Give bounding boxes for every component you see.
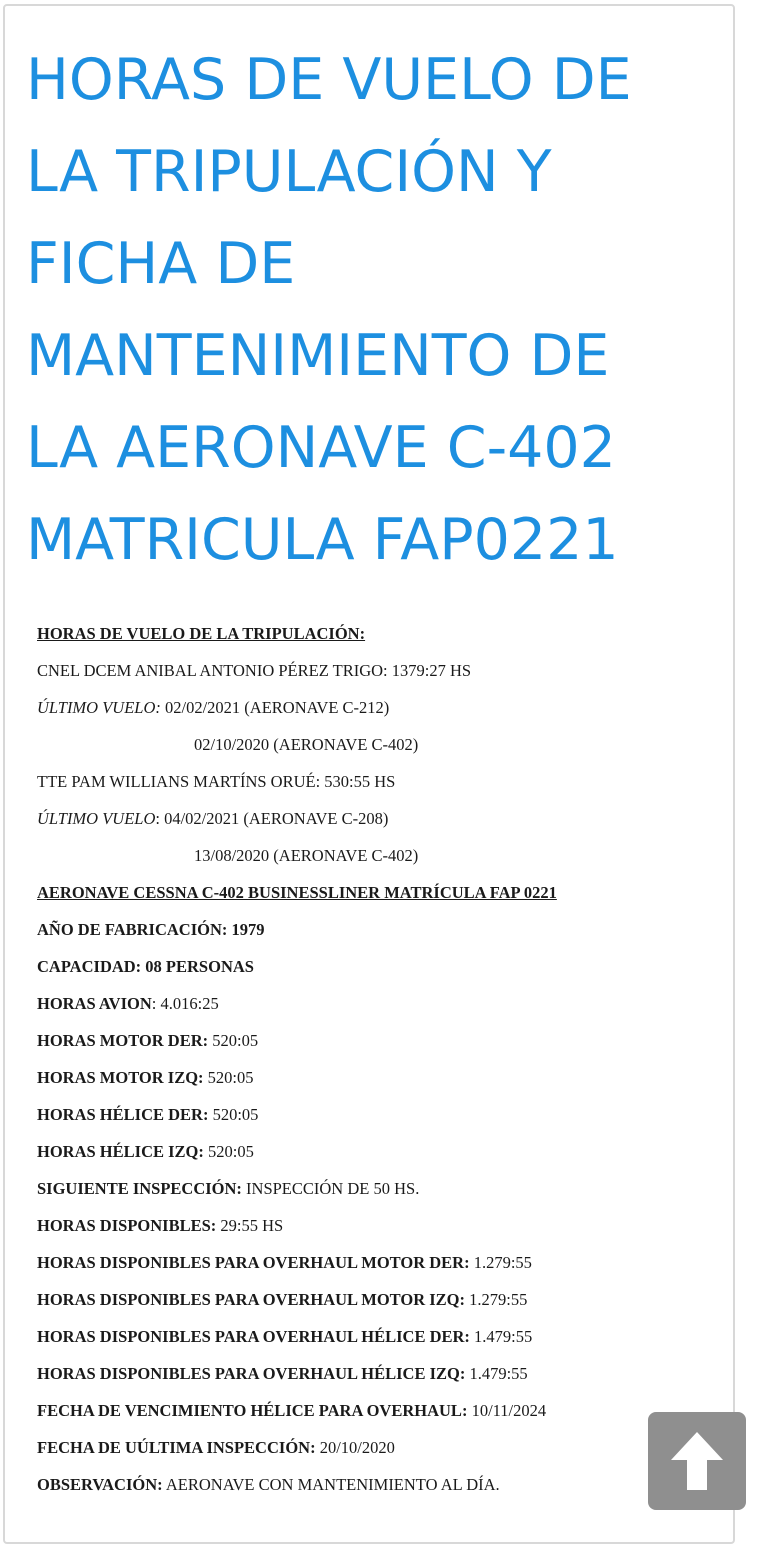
field-label: HORAS MOTOR IZQ: bbox=[37, 1068, 204, 1087]
last-flight-value: : 04/02/2021 (AERONAVE C-208) bbox=[155, 809, 389, 828]
field-value: 520:05 bbox=[203, 1068, 254, 1087]
aircraft-field bbox=[37, 1022, 727, 1059]
field-label: OBSERVACIÓN: bbox=[37, 1475, 163, 1494]
last-flight-label: ÚLTIMO VUELO bbox=[37, 809, 156, 828]
field-label: HORAS HÉLICE DER: bbox=[37, 1105, 209, 1124]
aircraft-field bbox=[37, 1355, 727, 1392]
title-line: MATRICULA FAP0221 bbox=[26, 507, 619, 573]
aircraft-field bbox=[37, 1281, 727, 1318]
aircraft-heading: AERONAVE CESSNA C-402 BUSINESSLINER MATRÍCULA FAP 0221 bbox=[37, 883, 557, 902]
field-label: FECHA DE VENCIMIENTO HÉLICE PARA OVERHAUL: bbox=[37, 1401, 468, 1420]
scroll-to-top-button[interactable] bbox=[648, 1412, 746, 1510]
field-label: AÑO DE FABRICACIÓN: 1979 bbox=[37, 920, 265, 939]
document-body bbox=[37, 615, 727, 1503]
field-label: HORAS DISPONIBLES PARA OVERHAUL MOTOR IZQ: bbox=[37, 1290, 466, 1309]
aircraft-field bbox=[37, 1133, 727, 1170]
field-label: HORAS DISPONIBLES PARA OVERHAUL HÉLICE DER: bbox=[37, 1327, 470, 1346]
pilot-2-hours: TTE PAM WILLIANS MARTÍNS ORUÉ: 530:55 HS bbox=[37, 772, 396, 791]
aircraft-field bbox=[37, 1429, 727, 1466]
title-line: HORAS DE VUELO DE bbox=[26, 47, 632, 113]
field-value: 10/11/2024 bbox=[467, 1401, 547, 1420]
field-value: 520:05 bbox=[203, 1142, 254, 1161]
aircraft-field bbox=[37, 1207, 727, 1244]
field-label: HORAS DISPONIBLES PARA OVERHAUL HÉLICE IZQ: bbox=[37, 1364, 466, 1383]
aircraft-field bbox=[37, 985, 727, 1022]
aircraft-field bbox=[37, 911, 727, 948]
aircraft-field bbox=[37, 1170, 727, 1207]
field-label: HORAS DISPONIBLES PARA OVERHAUL MOTOR DER: bbox=[37, 1253, 470, 1272]
aircraft-field bbox=[37, 1096, 727, 1133]
pilot-1-last-flight bbox=[37, 689, 727, 726]
title-line: LA AERONAVE C-402 bbox=[26, 415, 616, 481]
title-line: MANTENIMIENTO DE bbox=[26, 323, 610, 389]
field-value: 29:55 HS bbox=[216, 1216, 284, 1235]
aircraft-field bbox=[37, 1466, 727, 1503]
field-value: 520:05 bbox=[208, 1031, 259, 1050]
aircraft-field bbox=[37, 1392, 727, 1429]
field-label: HORAS MOTOR DER: bbox=[37, 1031, 209, 1050]
title-line: LA TRIPULACIÓN Y bbox=[26, 139, 552, 205]
field-label: HORAS AVION bbox=[37, 994, 152, 1013]
last-flight-label: ÚLTIMO VUELO: bbox=[37, 698, 161, 717]
arrow-up-icon bbox=[669, 1430, 725, 1492]
field-value: AERONAVE CON MANTENIMIENTO AL DÍA. bbox=[162, 1475, 500, 1494]
field-value: : 4.016:25 bbox=[151, 994, 219, 1013]
field-label: CAPACIDAD: 08 PERSONAS bbox=[37, 957, 254, 976]
aircraft-field bbox=[37, 1318, 727, 1355]
field-label: FECHA DE UÚLTIMA INSPECCIÓN: bbox=[37, 1438, 316, 1457]
aircraft-field bbox=[37, 948, 727, 985]
field-value: 1.479:55 bbox=[469, 1327, 533, 1346]
field-value: 1.279:55 bbox=[465, 1290, 528, 1309]
field-value: 520:05 bbox=[208, 1105, 259, 1124]
last-flight-value: 02/02/2021 (AERONAVE C-212) bbox=[160, 698, 390, 717]
field-label: SIGUIENTE INSPECCIÓN: bbox=[37, 1179, 242, 1198]
aircraft-field bbox=[37, 1059, 727, 1096]
field-value: 1.479:55 bbox=[465, 1364, 528, 1383]
aircraft-field bbox=[37, 1244, 727, 1281]
pilot-2-last-flight-2: 13/08/2020 (AERONAVE C-402) bbox=[194, 846, 419, 865]
pilot-1-hours: CNEL DCEM ANIBAL ANTONIO PÉREZ TRIGO: 1379:27 HS bbox=[37, 661, 472, 680]
field-value: INSPECCIÓN DE 50 HS. bbox=[241, 1179, 420, 1198]
pilot-1-last-flight-2: 02/10/2020 (AERONAVE C-402) bbox=[194, 735, 419, 754]
pilot-2-last-flight bbox=[37, 800, 727, 837]
field-label: HORAS HÉLICE IZQ: bbox=[37, 1142, 204, 1161]
field-label: HORAS DISPONIBLES: bbox=[37, 1216, 217, 1235]
title-line: FICHA DE bbox=[26, 231, 296, 297]
field-value: 20/10/2020 bbox=[315, 1438, 395, 1457]
field-value: 1.279:55 bbox=[469, 1253, 532, 1272]
page-title bbox=[26, 34, 716, 586]
crew-heading: HORAS DE VUELO DE LA TRIPULACIÓN: bbox=[37, 624, 366, 643]
